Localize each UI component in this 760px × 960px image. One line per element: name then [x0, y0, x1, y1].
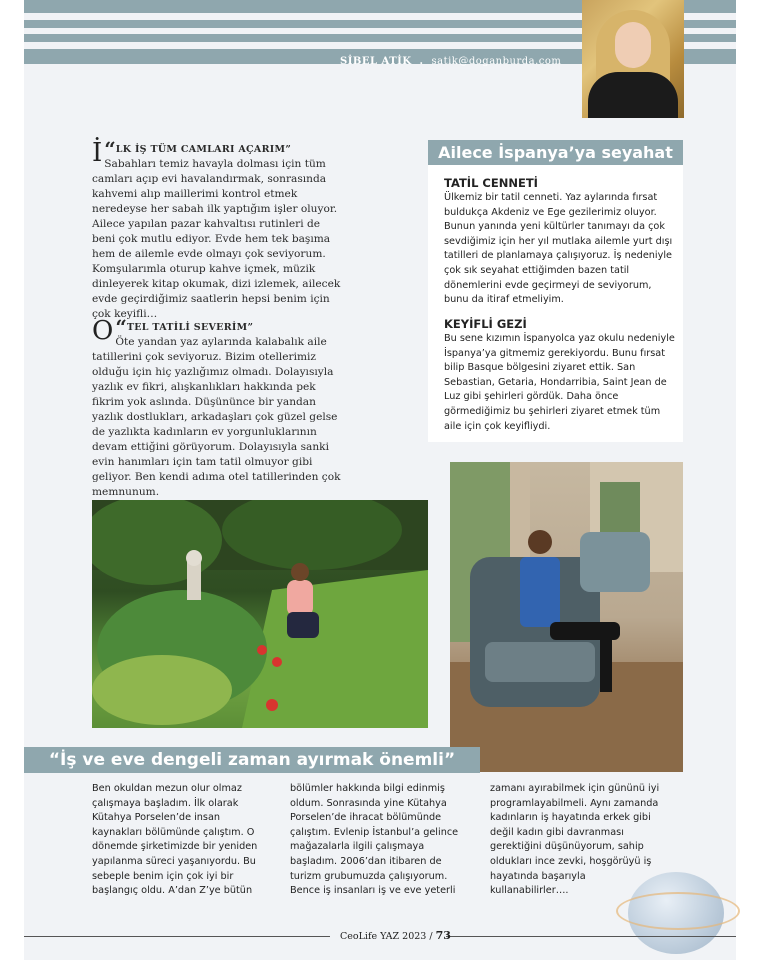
- author-email: satik@doganburda.com: [431, 56, 562, 67]
- sidebar-title: Ailece İspanya’ya seyahat: [428, 140, 683, 165]
- page-number: 73: [435, 929, 451, 942]
- page-footer: [340, 929, 451, 942]
- sidebar-box: [428, 140, 683, 442]
- sidebar-text-2: Bu sene kızımın İspanyolca yaz okulu nedeniyle İspanya’ya gitmemiz gerekiyordu. Bunu fırsat bilip Basque bölgesini ziyaret ettik. San Sebastian, Getaria, Hondarribia, Saint Jean de Luz gibi şehirleri gördük. Daha önce görmediğimiz bu şehirleri ziyaret etmek tüm aile için çok keyifliydi.: [444, 333, 675, 432]
- author-photo: [582, 0, 684, 118]
- drop-cap: İ: [92, 138, 103, 168]
- section-hotel: [92, 315, 344, 500]
- section-intro-heading: “ İ LK İŞ TÜM CAMLARI AÇARIM”: [92, 137, 292, 168]
- bottom-column-3: zamanı ayırabilmek için gününü iyi programlayabilmeli. Aynı zamanda kadınların iş hayatında erkek gibi değil kadın gibi davranması gerektiğini düşünüyorum, sahip oldukları ince zevki, hoşgörüyü iş hayatında başarıyla kullanabilirler….: [490, 783, 660, 897]
- magazine-name: CeoLife: [340, 931, 378, 942]
- pull-quote-banner: “İş ve eve dengeli zaman ayırmak önemli”: [24, 747, 480, 773]
- garden-photo: [92, 500, 428, 728]
- byline-separator: .: [419, 56, 424, 67]
- issue-label: YAZ 2023: [380, 931, 427, 942]
- sidebar-heading-2: KEYİFLİ GEZİ: [444, 317, 527, 331]
- author-byline: [340, 56, 561, 67]
- footer-rule-right: [446, 936, 736, 937]
- section-hotel-lead: TEL TATİLİ SEVERİM: [126, 322, 248, 333]
- section-hotel-heading: “ O TEL TATİLİ SEVERİM”: [92, 315, 254, 346]
- bottom-column-2: bölümler hakkında bilgi edinmiş oldum. Sonrasında yine Kütahya Porselen’de ihracat bölümünde çalıştım. Evlenip İstanbul’a gelince mağazalarla ilgili çalışmaya başladım. 2006’dan itibaren de turizm grubumuzda çalışıyorum. Bence iş insanları iş ve eve yeterli: [290, 783, 459, 897]
- drop-cap: O: [92, 316, 114, 346]
- author-name: SİBEL ATİK: [340, 56, 412, 67]
- living-room-photo: [450, 462, 683, 772]
- decorative-ring: [616, 892, 740, 930]
- section-intro-lead: LK İŞ TÜM CAMLARI AÇARIM: [115, 144, 286, 155]
- sidebar-text-1: Ülkemiz bir tatil cenneti. Yaz aylarında fırsat buldukça Akdeniz ve Ege gezilerimiz oluyor. Bunun yanında yeni kültürler tanımayı da çok sevdiğimiz için her yıl mutlaka ailemle yurt dışı tatilleri de planlamaya çalışıyoruz. İş nedeniyle çok sık seyahat ettiğimden bazen tatil dönemlerini evde geçirmeyi de seviyorum, bunu da itiraf etmeliyim.: [444, 192, 673, 306]
- section-intro: [92, 137, 344, 322]
- section-hotel-body: Öte yandan yaz aylarında kalabalık aile tatillerini çok seviyoruz. Bizim otellerimiz olduğu için hiç yazlığımız olmadı. Dolayısıyla yazlık ev fikri, alışkanlıkları hakkında pek fikrim yok aslında. Düşününce bir yandan yazlık dostlukları, arkadaşları çok güzel gelse de yazlıkta kadınların ev yorgunluklarının devam ettiğini görüyorum. Dolayısıyla sanki evin hanımları için tam tatil olmuyor gibi geliyor. Ben kendi adıma otel tatillerinden çok memnunum.: [92, 336, 341, 498]
- footer-rule-left: [24, 936, 330, 937]
- sidebar-heading-1: TATİL CENNETİ: [444, 176, 538, 190]
- bottom-column-1: Ben okuldan mezun olur olmaz çalışmaya başladım. İlk olarak Kütahya Porselen’de insan kaynakları bölümünde çalıştım. O dönemde şirketimizde bir yeniden yapılanma süreci yaşanıyordu. Bu sebeple benim için çok iyi bir başlangıç oldu. A’dan Z’ye bütün: [92, 783, 258, 897]
- section-intro-body: Sabahları temiz havayla dolması için tüm camları açıp evi havalandırmak, sonrasında kahvemi alıp maillerimi kontrol etmek neredeyse her sabah ilk yaptığım işler oluyor. Ailece yapılan pazar kahvaltısı rutinleri de beni çok mutlu ediyor. Evde hem tek başıma hem de ailemle evde olmayı çok seviyorum. Komşularımla oturup kahve içmek, müzik dinleyerek kitap okumak, dizi izlemek, ailecek evde geçirdiğimiz saatlerin hepsi benim için çok keyifli…: [92, 158, 341, 320]
- footer-slash: /: [429, 931, 433, 942]
